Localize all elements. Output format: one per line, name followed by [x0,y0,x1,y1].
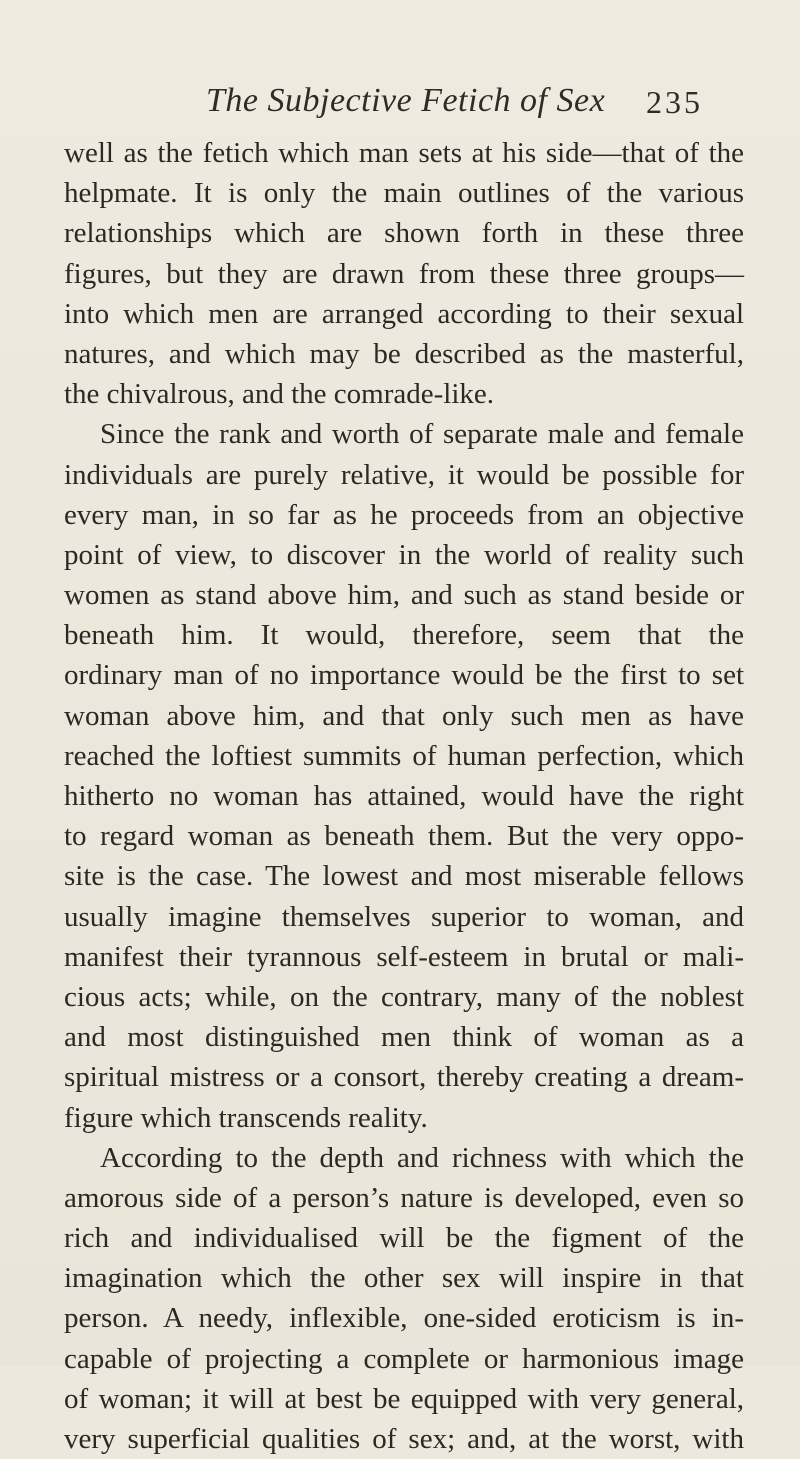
text-line: site is the case. The lowest and most miserable fellows [64,860,744,893]
text-line: capable of projecting a complete or harmonious image [64,1342,744,1375]
text-line: point of view, to discover in the world of reality such [64,538,744,571]
text-line: beneath him. It would, therefore, seem that the [64,619,744,652]
text-line: usually imagine themselves superior to woman, and [64,900,744,933]
running-title: The Subjective Fetich of Sex [206,82,606,119]
text-line: spiritual mistress or a consort, thereby creating a dream- [64,1061,744,1094]
text-line: person. A needy, inflexible, one-sided eroticism is in- [64,1302,744,1335]
text-line: women as stand above him, and such as stand beside or [64,579,744,612]
text-line: imagination which the other sex will inspire in that [64,1262,744,1295]
text-line: helpmate. It is only the main outlines of the various [64,177,744,210]
text-line: rich and individualised will be the figment of the [64,1222,744,1255]
body-text [64,133,744,1459]
text-line: ordinary man of no importance would be the first to set [64,659,744,692]
text-line: amorous side of a person’s nature is developed, even so [64,1181,744,1214]
text-line: to regard woman as beneath them. But the very oppo- [64,820,744,853]
text-line: reached the loftiest summits of human perfection, which [64,739,744,772]
text-line: figure which transcends reality. [64,1101,428,1134]
page-number: 235 [646,84,703,120]
text-line: very superficial qualities of sex; and, at the worst, with [64,1423,744,1455]
text-line: every man, in so far as he proceeds from an objective [64,498,744,531]
text-line: of woman; it will at best be equipped with very general, [64,1382,744,1415]
text-line: natures, and which may be described as the masterful, [64,337,744,370]
text-line: into which men are arranged according to their sexual [64,297,744,330]
text-line: woman above him, and that only such men as have [64,699,744,732]
text-line: cious acts; while, on the contrary, many of the noblest [64,980,744,1013]
page-header [0,82,800,130]
text-line: Since the rank and worth of separate male and female [100,418,744,451]
text-line: the chivalrous, and the comrade-like. [64,378,495,411]
text-line: and most distinguished men think of woman as a [64,1021,744,1054]
text-line: figures, but they are drawn from these three groups— [64,257,744,290]
text-line: hitherto no woman has attained, would have the right [64,780,744,812]
text-line: well as the fetich which man sets at his side—that of the [64,137,744,169]
text-line: individuals are purely relative, it would be possible for [64,458,744,491]
text-line: According to the depth and richness with which the [100,1141,744,1174]
text-line: relationships which are shown forth in these three [64,217,744,250]
text-line: manifest their tyrannous self-esteem in brutal or mali- [64,940,744,973]
